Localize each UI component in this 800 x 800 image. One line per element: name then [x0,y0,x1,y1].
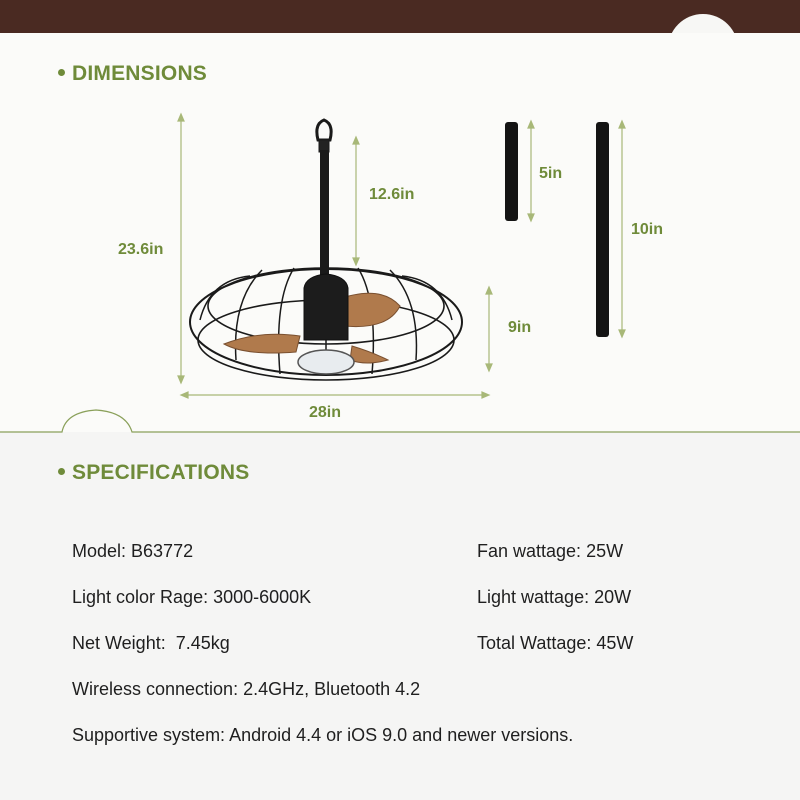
specifications-heading [58,461,249,485]
bullet-dot-icon [58,468,65,475]
bullet-dot-icon [58,69,65,76]
section-divider [0,410,800,432]
label-body-height: 9in [508,319,532,336]
spec-fan-wattage: Fan wattage: 25W [477,541,624,561]
label-rod-short: 5in [539,165,563,182]
spec-light-wattage: Light wattage: 20W [477,587,632,607]
spec-net-weight: Net Weight: 7.45kg [72,633,230,653]
label-total-height: 23.6in [118,241,164,258]
spec-model: Model: B63772 [72,541,194,561]
dimensions-title: DIMENSIONS [72,62,208,85]
spec-light-color: Light color Rage: 3000-6000K [72,587,312,607]
downrod-short [505,122,518,221]
downrod-long [596,122,609,337]
label-width: 28in [309,404,342,421]
spec-total-wattage: Total Wattage: 45W [477,633,634,653]
label-rod-long: 10in [631,221,664,238]
ceiling-fan [190,120,462,380]
dimension-lines [178,114,625,398]
spec-wireless: Wireless connection: 2.4GHz, Bluetooth 4.2 [72,679,421,699]
specifications-title: SPECIFICATIONS [72,461,250,484]
dimensions-heading [58,62,207,86]
spec-system: Supportive system: Android 4.4 or iOS 9.0 and newer versions. [72,725,574,745]
label-downrod-length: 12.6in [369,186,415,203]
